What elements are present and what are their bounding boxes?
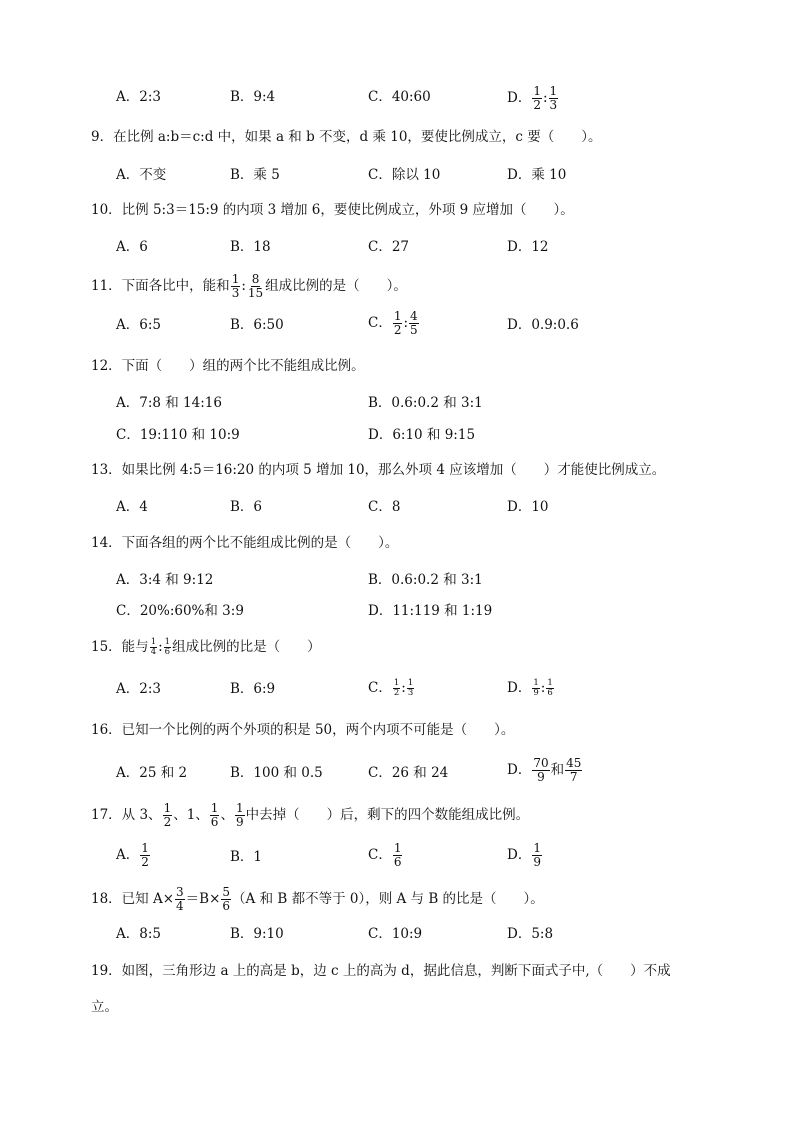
q14-option-c: C．20%:60%和 3:9 [116,603,244,619]
q17-option-a: A． $\frac{1}{2}$ [116,841,149,869]
q18-option-c: C．10:9 [368,926,423,942]
q15-option-d: D． $\frac{1}{9}$ : $\frac{1}{6}$ [507,678,553,698]
q16-option-b: B．100 和 0.5 [230,765,323,781]
q17-option-d: D． $\frac{1}{9}$ [507,841,541,869]
q12-option-d: D．6:10 和 9:15 [368,427,476,443]
q9-option-c: C．除以 10 [368,167,441,183]
q17-option-c: C． $\frac{1}{6}$ [368,841,402,869]
q18-option-a: A．8:5 [116,926,161,942]
q9-option-d: D．乘 10 [507,167,567,183]
q15-question: 15．能与 $\frac{1}{4}$ : $\frac{1}{6}$ 组成比例的比是（ ） [91,637,321,657]
q14-option-b: B．0.6:0.2 和 3:1 [368,572,483,588]
q19-question: 19．如图，三角形边 a 上的高是 b，边 c 上的高为 d，据此信息，判断下面式子中,（ ）不成 [91,963,671,979]
q18-question: 18．已知 A× $\frac{3}{4}$ ＝B× $\frac{5}{6}$ （A 和 B 都不等于 0），则 A 与 B 的比是（ ）。 [91,885,544,913]
q17-option-b: B．1 [230,849,263,865]
q12-option-c: C．19:110 和 10:9 [116,427,240,443]
q12-option-a: A．7:8 和 14:16 [116,395,222,411]
q9-question: 9．在比例 a:b＝c:d 中，如果 a 和 b 不变，d 乘 10，要使比例成立，c 要（ ）。 [91,129,602,145]
q13-option-c: C．8 [368,499,401,515]
q18-option-b: B．9:10 [230,926,284,942]
q13-option-a: A．4 [116,499,148,515]
q13-option-b: B．6 [230,499,263,515]
q10-option-d: D．12 [507,239,549,255]
q11-option-b: B．6:50 [230,317,284,333]
q19-question-continued: 立。 [91,999,118,1015]
q12-option-b: B．0.6:0.2 和 3:1 [368,395,483,411]
q16-question: 16．已知一个比例的两个外项的积是 50，两个内项不可能是（ ）。 [91,722,515,738]
q14-question: 14．下面各组的两个比不能组成比例的是（ ）。 [91,535,399,551]
q8-option-d: D． $\frac{1}{2}$ : $\frac{1}{3}$ [507,84,558,112]
q8-option-b: B．9:4 [230,89,276,105]
q15-option-b: B．6:9 [230,681,276,697]
q17-question: 17．从 3、 $\frac{1}{2}$ 、1、 $\frac{1}{6}$ 、 $\frac{1}{9}$ 中去掉（ ）后，剩下的四个数能组成比例。 [91,801,530,829]
q14-option-d: D．11:119 和 1:19 [368,603,493,619]
q11-option-a: A．6:5 [116,317,161,333]
q14-option-a: A．3:4 和 9:12 [116,572,214,588]
q18-option-d: D．5:8 [507,926,554,942]
q12-question: 12．下面（ ）组的两个比不能组成比例。 [91,358,365,374]
q16-option-a: A．25 和 2 [116,765,188,781]
q8-option-a: A．2:3 [116,89,161,105]
q9-option-b: B．乘 5 [230,167,280,183]
q10-question: 10．比例 5:3＝15:9 的内项 3 增加 6，要使比例成立，外项 9 应增加（ ）。 [91,202,574,218]
q13-option-d: D．10 [507,499,549,515]
q9-option-a: A．不变 [116,167,167,183]
q16-option-d: D． $\frac{70}{9}$ 和 $\frac{45}{7}$ [507,756,582,784]
q15-option-c: C． $\frac{1}{2}$ : $\frac{1}{3}$ [368,678,414,698]
q16-option-c: C．26 和 24 [368,765,449,781]
q11-question: 11．下面各比中，能和 $\frac{1}{3}$ : $\frac{8}{15}$ 组成比例的是（ ）。 [91,272,407,300]
q10-option-c: C．27 [368,239,410,255]
q8-option-c: C．40:60 [368,89,431,105]
q10-option-a: A．6 [116,239,148,255]
q15-option-a: A．2:3 [116,681,161,697]
q13-question: 13．如果比例 4:5＝16:20 的内项 5 增加 10，那么外项 4 应该增加（ ）才能使比例成立。 [91,462,666,478]
q11-option-c: C． $\frac{1}{2}$ : $\frac{4}{5}$ [368,309,418,337]
q10-option-b: B．18 [230,239,271,255]
q11-option-d: D．0.9:0.6 [507,317,579,333]
